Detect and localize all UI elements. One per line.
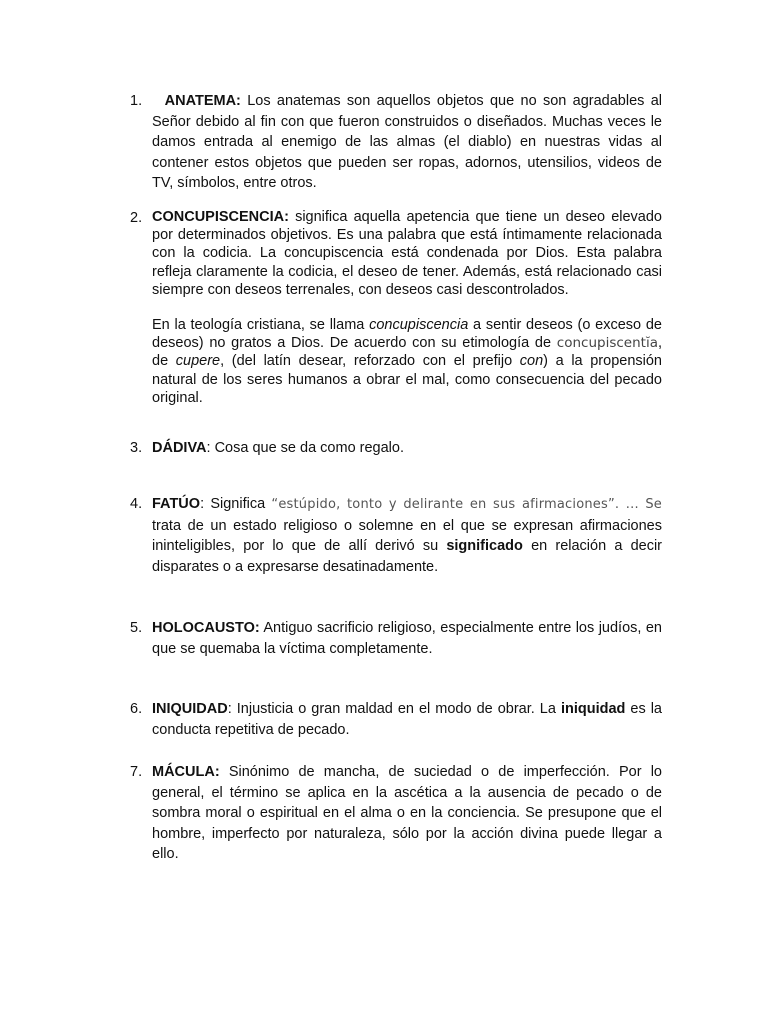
item-body bbox=[152, 699, 662, 740]
list-item-iniquidad bbox=[130, 699, 662, 740]
list-item-macula bbox=[130, 762, 662, 865]
list-item-fatuo bbox=[130, 494, 662, 577]
item-body bbox=[152, 618, 662, 659]
item-body bbox=[152, 91, 662, 194]
text-run: trata de un estado religioso o solemne en el que se expresan afirmaciones ininteligibles, por lo que de allí derivó su bbox=[152, 517, 662, 554]
item-number: 6. bbox=[130, 701, 143, 717]
item-number: 3. bbox=[130, 440, 143, 456]
item-number: 4. bbox=[130, 496, 143, 512]
italic-term: con bbox=[519, 353, 544, 370]
item-number: 2. bbox=[130, 210, 143, 226]
list-item-concupiscencia bbox=[130, 208, 662, 407]
text-run: En la teología cristiana, se llama bbox=[152, 317, 370, 334]
bold-word: iniquidad bbox=[560, 701, 626, 717]
italic-term: cupere bbox=[175, 353, 221, 370]
term-holocausto: HOLOCAUSTO: bbox=[152, 620, 260, 636]
term-iniquidad: INIQUIDAD bbox=[152, 701, 228, 717]
definition-text: Sinónimo de mancha, de suciedad o de imperfección. Por lo general, el término se aplica en la ascética a la ausencia de pecado o de sombra moral o espiritual en el alma o en la conciencia. Se presupone que el hombre, imperfecto por naturaleza, sólo por la acción divina puede llegar a ello. bbox=[152, 764, 662, 862]
italic-term: concupiscencia bbox=[369, 317, 469, 334]
term-concupiscencia: CONCUPISCENCIA: bbox=[152, 209, 289, 225]
text-run: , (del latín desear, reforzado con el prefijo bbox=[220, 353, 520, 370]
quoted-meaning: “estúpido, tonto y delirante en sus afirmaciones”. ... Se bbox=[271, 497, 662, 512]
item-body bbox=[152, 762, 662, 865]
item-number: 1. bbox=[130, 93, 143, 109]
bold-word: significado bbox=[446, 538, 523, 554]
term-dadiva: DÁDIVA bbox=[152, 440, 207, 456]
text-run: en relación a decir disparates o a expresarse desatinadamente. bbox=[152, 538, 662, 575]
text-run: a sentir deseos (o exceso de deseos) no gratos a Dios. De acuerdo con su etimología de bbox=[152, 317, 662, 352]
item-body bbox=[152, 208, 662, 407]
term-anatema: ANATEMA: bbox=[164, 93, 241, 109]
text-run: : Significa bbox=[200, 496, 272, 512]
text-run: es la conducta repetitiva de pecado. bbox=[152, 701, 662, 738]
text-run: ) a la propensión natural de los seres humanos a obrar el mal, como consecuencia del pecado original. bbox=[152, 353, 662, 406]
text-run: , de bbox=[152, 335, 662, 370]
definition-text: Los anatemas son aquellos objetos que no son agradables al Señor debido al fin con que fueron construidos o diseñados. Muchas veces le damos entrada al enemigo de las almas (el diablo) en nuestras vidas al contener estos objetos que pueden ser ropas, adornos, utensilios, videos de TV, símbolos, entre otros. bbox=[152, 93, 662, 191]
item-body bbox=[152, 438, 662, 459]
definition-text: : Cosa que se da como regalo. bbox=[206, 440, 404, 456]
latin-word: concupiscentĭa bbox=[556, 335, 658, 352]
etymology-paragraph bbox=[152, 316, 662, 407]
list-item-anatema bbox=[130, 91, 662, 194]
item-body bbox=[152, 494, 662, 577]
definition-text: Antiguo sacrificio religioso, especialmente entre los judíos, en que se quemaba la víctima completamente. bbox=[152, 620, 662, 657]
item-number: 7. bbox=[130, 764, 143, 780]
text-run: : Injusticia o gran maldad en el modo de obrar. La bbox=[227, 701, 561, 717]
term-macula: MÁCULA: bbox=[152, 764, 220, 780]
definition-text: significa aquella apetencia que tiene un deseo elevado por determinados objetivos. Es una palabra que está íntimamente relacionada con la codicia. La concupiscencia está condenada por Dios. Esta palabra refleja claramente la codicia, el deseo de tener. Además, está relacionado casi siempre con deseos terrenales, con deseos casi descontrolados. bbox=[152, 209, 662, 298]
item-number: 5. bbox=[130, 620, 143, 636]
term-fatuo: FATÚO bbox=[152, 496, 201, 512]
list-item-dadiva bbox=[130, 438, 662, 459]
list-item-holocausto bbox=[130, 618, 662, 659]
